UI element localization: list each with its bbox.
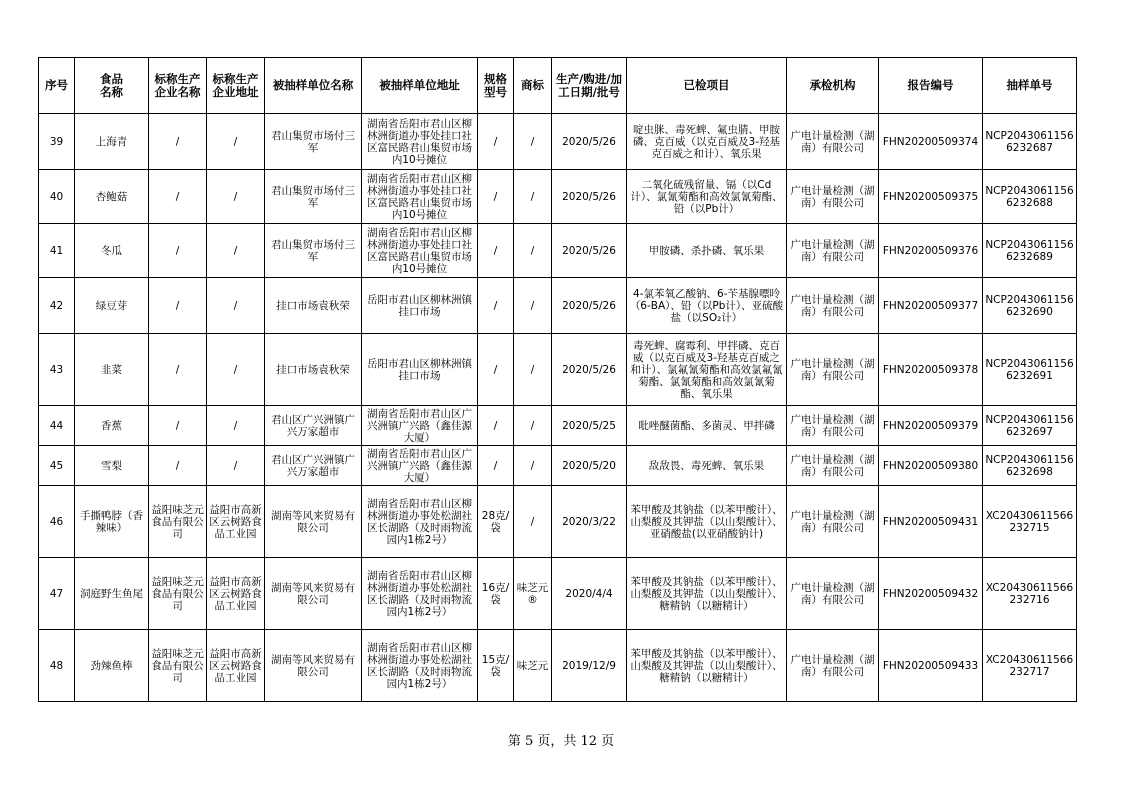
table-row — [39, 486, 1077, 558]
cell-sample-number: XC20430611566232717 — [983, 630, 1077, 702]
cell-trademark: / — [514, 170, 552, 224]
cell-testing-agency: 广电计量检测（湖南）有限公司 — [787, 334, 879, 406]
header-sample-number: 抽样单号 — [983, 58, 1077, 114]
cell-index: 43 — [39, 334, 75, 406]
cell-sampled-unit-name: 挂口市场袁秋荣 — [265, 334, 362, 406]
cell-test-items: 敌敌畏、毒死蜱、氧乐果 — [627, 446, 787, 486]
header-spec: 规格型号 — [478, 58, 514, 114]
cell-sampled-unit-address: 湖南省岳阳市君山区柳林洲街道办事处松湖社区长湖路（及时雨物流园内1栋2号） — [362, 630, 478, 702]
cell-food-name: 绿豆芽 — [75, 278, 149, 334]
cell-production-date: 2020/5/25 — [552, 406, 627, 446]
cell-trademark: / — [514, 334, 552, 406]
cell-testing-agency: 广电计量检测（湖南）有限公司 — [787, 630, 879, 702]
cell-producer-address: 益阳市高新区云树路食品工业园 — [207, 630, 265, 702]
cell-index: 44 — [39, 406, 75, 446]
cell-production-date: 2020/5/26 — [552, 334, 627, 406]
cell-trademark: / — [514, 114, 552, 170]
cell-sampled-unit-address: 湖南省岳阳市君山区柳林洲街道办事处松湖社区长湖路（及时雨物流园内1栋2号） — [362, 558, 478, 630]
cell-producer-name: / — [149, 446, 207, 486]
cell-index: 39 — [39, 114, 75, 170]
cell-testing-agency: 广电计量检测（湖南）有限公司 — [787, 406, 879, 446]
cell-sampled-unit-address: 岳阳市君山区柳林洲镇挂口市场 — [362, 278, 478, 334]
cell-testing-agency: 广电计量检测（湖南）有限公司 — [787, 170, 879, 224]
cell-index: 48 — [39, 630, 75, 702]
cell-food-name: 冬瓜 — [75, 224, 149, 278]
cell-spec: / — [478, 170, 514, 224]
cell-food-name: 香蕉 — [75, 406, 149, 446]
cell-producer-name: / — [149, 278, 207, 334]
cell-producer-name: / — [149, 224, 207, 278]
cell-spec: 16克/袋 — [478, 558, 514, 630]
cell-trademark: / — [514, 406, 552, 446]
table-row — [39, 114, 1077, 170]
cell-report-number: FHN20200509432 — [879, 558, 983, 630]
cell-spec: / — [478, 278, 514, 334]
cell-spec: / — [478, 446, 514, 486]
table-row — [39, 446, 1077, 486]
cell-producer-address: 益阳市高新区云树路食品工业园 — [207, 558, 265, 630]
cell-trademark: 味芝元 — [514, 630, 552, 702]
table-row — [39, 170, 1077, 224]
table-row — [39, 558, 1077, 630]
cell-production-date: 2019/12/9 — [552, 630, 627, 702]
cell-sampled-unit-name: 君山集贸市场付三军 — [265, 114, 362, 170]
cell-sample-number: XC20430611566232716 — [983, 558, 1077, 630]
cell-food-name: 劲辣鱼棒 — [75, 630, 149, 702]
header-sampled-unit-name: 被抽样单位名称 — [265, 58, 362, 114]
cell-test-items: 甲胺磷、杀扑磷、氧乐果 — [627, 224, 787, 278]
cell-production-date: 2020/5/26 — [552, 278, 627, 334]
cell-producer-address: / — [207, 114, 265, 170]
cell-producer-address: / — [207, 334, 265, 406]
table-row — [39, 334, 1077, 406]
cell-producer-name: / — [149, 170, 207, 224]
cell-sampled-unit-name: 君山区广兴洲镇广兴万家超市 — [265, 446, 362, 486]
cell-spec: 28克/袋 — [478, 486, 514, 558]
header-index: 序号 — [39, 58, 75, 114]
cell-sampled-unit-name: 湖南等风来贸易有限公司 — [265, 558, 362, 630]
header-row — [39, 58, 1077, 114]
cell-trademark: / — [514, 224, 552, 278]
table-row — [39, 278, 1077, 334]
cell-producer-name: / — [149, 406, 207, 446]
cell-testing-agency: 广电计量检测（湖南）有限公司 — [787, 558, 879, 630]
cell-producer-address: 益阳市高新区云树路食品工业园 — [207, 486, 265, 558]
table-row — [39, 406, 1077, 446]
cell-index: 47 — [39, 558, 75, 630]
cell-producer-name: / — [149, 334, 207, 406]
cell-sampled-unit-address: 湖南省岳阳市君山区柳林洲街道办事处挂口社区富民路君山集贸市场内10号摊位 — [362, 170, 478, 224]
cell-food-name: 手撕鸭脖（香辣味） — [75, 486, 149, 558]
cell-producer-name: / — [149, 114, 207, 170]
cell-report-number: FHN20200509374 — [879, 114, 983, 170]
cell-producer-address: / — [207, 224, 265, 278]
header-production-date: 生产/购进/加工日期/批号 — [552, 58, 627, 114]
cell-testing-agency: 广电计量检测（湖南）有限公司 — [787, 114, 879, 170]
cell-sampled-unit-address: 湖南省岳阳市君山区柳林洲街道办事处挂口社区富民路君山集贸市场内10号摊位 — [362, 224, 478, 278]
cell-sample-number: NCP20430611566232689 — [983, 224, 1077, 278]
cell-producer-name: 益阳味芝元食品有限公司 — [149, 558, 207, 630]
cell-test-items: 吡唑醚菌酯、多菌灵、甲拌磷 — [627, 406, 787, 446]
cell-report-number: FHN20200509431 — [879, 486, 983, 558]
cell-producer-address: / — [207, 278, 265, 334]
table-row — [39, 224, 1077, 278]
header-food-name: 食品 名称 — [75, 58, 149, 114]
page-footer: 第 5 页，共 12 页 — [507, 734, 615, 749]
cell-sampled-unit-address: 湖南省岳阳市君山区柳林洲街道办事处挂口社区富民路君山集贸市场内10号摊位 — [362, 114, 478, 170]
cell-test-items: 4-氯苯氧乙酸钠、6-苄基腺嘌呤（6-BA）、铅（以Pb计）、亚硫酸盐（以SO₂计） — [627, 278, 787, 334]
cell-production-date: 2020/4/4 — [552, 558, 627, 630]
header-testing-agency: 承检机构 — [787, 58, 879, 114]
cell-producer-name: 益阳味芝元食品有限公司 — [149, 630, 207, 702]
cell-production-date: 2020/3/22 — [552, 486, 627, 558]
cell-sampled-unit-name: 湖南等风来贸易有限公司 — [265, 630, 362, 702]
cell-test-items: 毒死蜱、腐霉利、甲拌磷、克百威（以克百威及3-羟基克百威之和计）、氯氟氰菊酯和高效氯氟氰菊酯、氯氰菊酯和高效氯氰菊酯、氧乐果 — [627, 334, 787, 406]
table-row — [39, 630, 1077, 702]
cell-trademark: / — [514, 486, 552, 558]
cell-producer-address: / — [207, 170, 265, 224]
cell-report-number: FHN20200509377 — [879, 278, 983, 334]
cell-sampled-unit-address: 湖南省岳阳市君山区广兴洲镇广兴路（鑫佳源大厦） — [362, 406, 478, 446]
cell-test-items: 啶虫脒、毒死蜱、氟虫腈、甲胺磷、克百威（以克百威及3-羟基克百威之和计）、氧乐果 — [627, 114, 787, 170]
cell-trademark: / — [514, 446, 552, 486]
cell-trademark: / — [514, 278, 552, 334]
cell-producer-address: / — [207, 406, 265, 446]
cell-production-date: 2020/5/20 — [552, 446, 627, 486]
cell-sampled-unit-name: 君山集贸市场付三军 — [265, 170, 362, 224]
cell-sampled-unit-name: 君山集贸市场付三军 — [265, 224, 362, 278]
cell-test-items: 苯甲酸及其钠盐（以苯甲酸计）、山梨酸及其钾盐（以山梨酸计）、糖精钠（以糖精计） — [627, 558, 787, 630]
header-trademark: 商标 — [514, 58, 552, 114]
header-report-number: 报告编号 — [879, 58, 983, 114]
cell-sample-number: NCP20430611566232697 — [983, 406, 1077, 446]
cell-sample-number: NCP20430611566232687 — [983, 114, 1077, 170]
cell-testing-agency: 广电计量检测（湖南）有限公司 — [787, 446, 879, 486]
cell-production-date: 2020/5/26 — [552, 170, 627, 224]
cell-sampled-unit-name: 挂口市场袁秋荣 — [265, 278, 362, 334]
cell-testing-agency: 广电计量检测（湖南）有限公司 — [787, 278, 879, 334]
cell-report-number: FHN20200509378 — [879, 334, 983, 406]
header-test-items: 已检项目 — [627, 58, 787, 114]
cell-food-name: 雪梨 — [75, 446, 149, 486]
cell-test-items: 苯甲酸及其钠盐（以苯甲酸计）、山梨酸及其钾盐（以山梨酸计）、糖精钠（以糖精计） — [627, 630, 787, 702]
cell-report-number: FHN20200509375 — [879, 170, 983, 224]
cell-producer-address: / — [207, 446, 265, 486]
cell-sample-number: XC20430611566232715 — [983, 486, 1077, 558]
cell-report-number: FHN20200509379 — [879, 406, 983, 446]
cell-index: 45 — [39, 446, 75, 486]
cell-sampled-unit-name: 湖南等风来贸易有限公司 — [265, 486, 362, 558]
cell-sampled-unit-address: 岳阳市君山区柳林洲镇挂口市场 — [362, 334, 478, 406]
cell-sample-number: NCP20430611566232691 — [983, 334, 1077, 406]
cell-index: 40 — [39, 170, 75, 224]
cell-food-name: 洞庭野生鱼尾 — [75, 558, 149, 630]
cell-production-date: 2020/5/26 — [552, 224, 627, 278]
cell-sampled-unit-address: 湖南省岳阳市君山区柳林洲街道办事处松湖社区长湖路（及时雨物流园内1栋2号） — [362, 486, 478, 558]
cell-producer-name: 益阳味芝元食品有限公司 — [149, 486, 207, 558]
cell-food-name: 上海青 — [75, 114, 149, 170]
cell-food-name: 杏鲍菇 — [75, 170, 149, 224]
cell-sample-number: NCP20430611566232698 — [983, 446, 1077, 486]
header-sampled-unit-address: 被抽样单位地址 — [362, 58, 478, 114]
cell-index: 46 — [39, 486, 75, 558]
cell-food-name: 韭菜 — [75, 334, 149, 406]
header-producer-name: 标称生产企业名称 — [149, 58, 207, 114]
cell-spec: / — [478, 406, 514, 446]
sampling-results-table — [38, 57, 1077, 702]
cell-index: 42 — [39, 278, 75, 334]
cell-spec: / — [478, 224, 514, 278]
cell-testing-agency: 广电计量检测（湖南）有限公司 — [787, 224, 879, 278]
cell-report-number: FHN20200509380 — [879, 446, 983, 486]
cell-spec: / — [478, 334, 514, 406]
cell-test-items: 苯甲酸及其钠盐（以苯甲酸计）、山梨酸及其钾盐（以山梨酸计）、亚硝酸盐(以亚硝酸钠计) — [627, 486, 787, 558]
cell-report-number: FHN20200509433 — [879, 630, 983, 702]
cell-sample-number: NCP20430611566232690 — [983, 278, 1077, 334]
cell-production-date: 2020/5/26 — [552, 114, 627, 170]
cell-index: 41 — [39, 224, 75, 278]
header-producer-address: 标称生产企业地址 — [207, 58, 265, 114]
cell-spec: 15克/袋 — [478, 630, 514, 702]
cell-sample-number: NCP20430611566232688 — [983, 170, 1077, 224]
cell-test-items: 二氧化硫残留量、镉（以Cd计）、氯氰菊酯和高效氯氰菊酯、铅（以Pb计） — [627, 170, 787, 224]
cell-testing-agency: 广电计量检测（湖南）有限公司 — [787, 486, 879, 558]
cell-trademark: 味芝元® — [514, 558, 552, 630]
cell-sampled-unit-name: 君山区广兴洲镇广兴万家超市 — [265, 406, 362, 446]
cell-sampled-unit-address: 湖南省岳阳市君山区广兴洲镇广兴路（鑫佳源大厦） — [362, 446, 478, 486]
cell-spec: / — [478, 114, 514, 170]
cell-report-number: FHN20200509376 — [879, 224, 983, 278]
